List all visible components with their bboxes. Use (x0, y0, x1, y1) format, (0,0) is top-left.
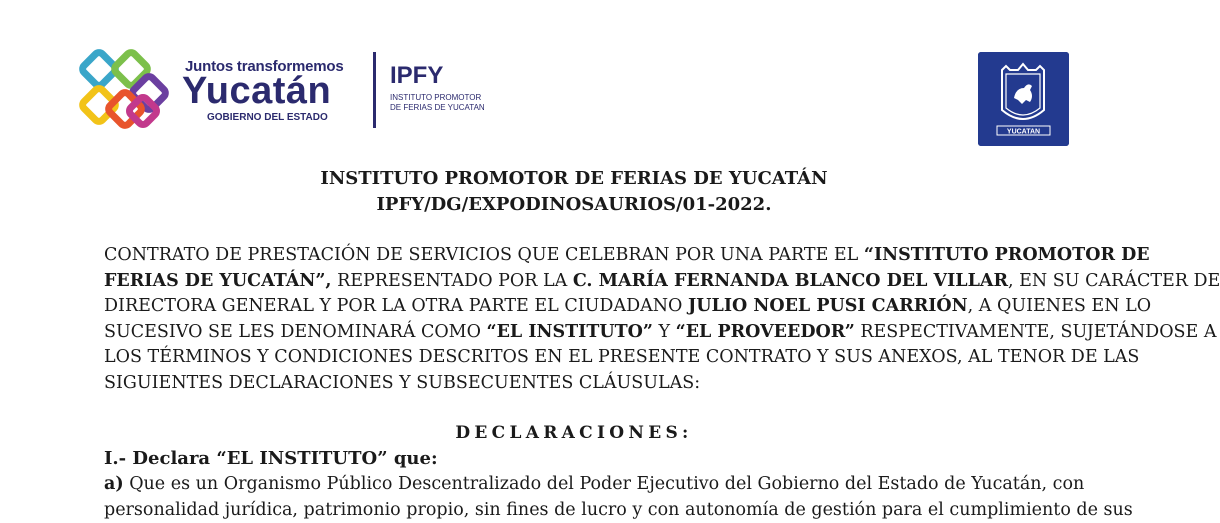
declaration-item-a (104, 472, 1133, 523)
declarations-heading: DECLARACIONES: (455, 423, 693, 443)
yucatan-brand-text (182, 56, 362, 126)
ipfy-subtitle-line-1: INSTITUTO PROMOTOR (390, 93, 482, 102)
document-title-line-2: IPFY/DG/EXPODINOSAURIOS/01-2022. (376, 194, 772, 215)
contract-intro-paragraph (104, 243, 1220, 397)
yucatan-government-logo-icon (80, 50, 170, 130)
intro-line-4: SUCESIVO SE LES DENOMINARÁ COMO “EL INSTITUTO” Y “EL PROVEEDOR” RESPECTIVAMENTE, SUJETÁNDOSE A (104, 321, 1217, 342)
state-coat-of-arms-icon (978, 52, 1069, 146)
ipfy-subtitle-line-2: DE FERIAS DE YUCATAN (390, 103, 485, 112)
intro-line-1: CONTRATO DE PRESTACIÓN DE SERVICIOS QUE CELEBRAN POR UNA PARTE EL “INSTITUTO PROMOTOR DE (104, 245, 1150, 265)
intro-line-3: DIRECTORA GENERAL Y POR LA OTRA PARTE EL CIUDADANO JULIO NOEL PUSI CARRIÓN, A QUIENES EN LO (104, 296, 1152, 317)
ipfy-logo (390, 62, 520, 122)
intro-line-5: LOS TÉRMINOS Y CONDICIONES DESCRITOS EN EL PRESENTE CONTRATO Y SUS ANEXOS, AL TENOR DE LAS (104, 347, 1140, 368)
logo-divider (373, 52, 376, 128)
declaration-subheading: I.- Declara “EL INSTITUTO” que: (104, 448, 438, 469)
item-a-line-2: personalidad jurídica, patrimonio propio, sin fines de lucro y con autonomía de gestión para el cumplimiento de sus (104, 499, 1133, 520)
intro-line-2: FERIAS DE YUCATÁN”, REPRESENTADO POR LA C. MARÍA FERNANDA BLANCO DEL VILLAR, EN SU CARÁCTER DE (104, 270, 1220, 291)
brand-name: Yucatán (182, 70, 332, 112)
brand-tagline: Juntos transformemos (185, 58, 344, 75)
seal-label: YUCATAN (1006, 128, 1041, 136)
document-title-line-1: INSTITUTO PROMOTOR DE FERIAS DE YUCATÁN (320, 168, 828, 189)
item-a-line-1: a) Que es un Organismo Público Descentralizado del Poder Ejecutivo del Gobierno del Estado de Yucatán, con (104, 474, 1085, 494)
header-logos (0, 0, 1148, 150)
intro-line-6: SIGUIENTES DECLARACIONES Y SUBSECUENTES CLÁUSULAS: (104, 372, 701, 393)
ipfy-acronym: IPFY (390, 62, 444, 89)
brand-subtitle: GOBIERNO DEL ESTADO (207, 112, 328, 123)
